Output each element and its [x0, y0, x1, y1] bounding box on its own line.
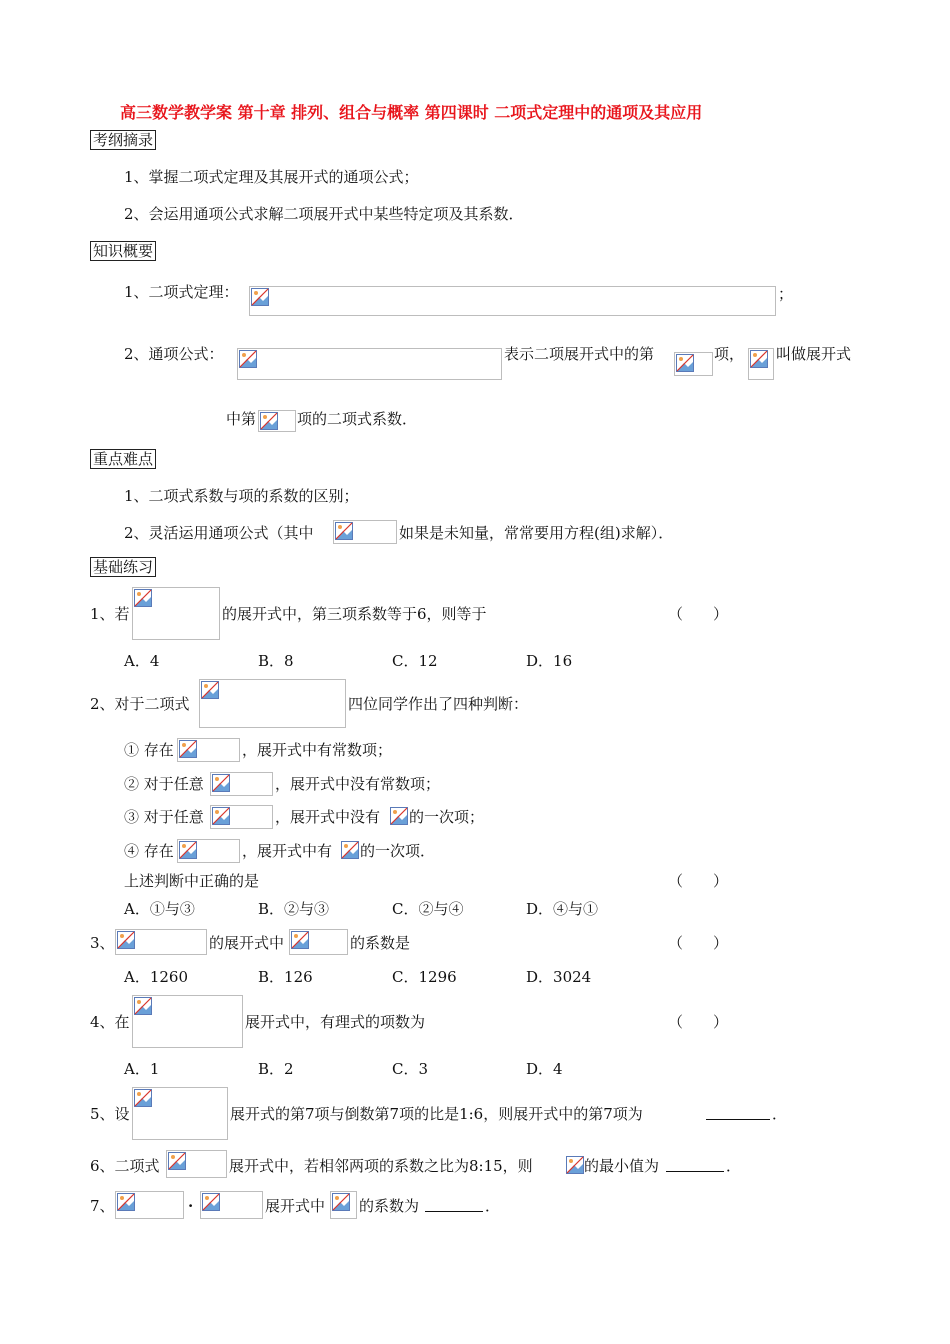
broken-image-icon: [341, 841, 359, 859]
q4-option-d: D．4: [526, 1060, 563, 1078]
broken-image-icon: [335, 522, 353, 540]
formula-image: [237, 348, 502, 380]
formula-image: [390, 807, 408, 825]
formula-image: [748, 348, 774, 380]
broken-image-icon: [134, 589, 152, 607]
q1-answer-paren: （ ）: [668, 605, 729, 623]
q6-text: 展开式中，若相邻两项的系数之比为8:15，则: [229, 1157, 533, 1175]
broken-image-icon: [212, 807, 230, 825]
formula-image: [210, 805, 273, 829]
q7-text: 的系数为: [359, 1197, 420, 1215]
broken-image-icon: [566, 1156, 584, 1174]
formula-image: [210, 772, 273, 796]
q7-label: 7、: [90, 1197, 115, 1215]
q2-judgment-3c: 的一次项；: [409, 808, 485, 826]
syllabus-item-2: 2、会运用通项公式求解二项展开式中某些特定项及其系数．: [124, 205, 524, 223]
q1-option-b: B．8: [258, 652, 294, 670]
section-knowledge: 知识概要: [90, 241, 156, 261]
q3-option-d: D．3024: [526, 968, 592, 986]
knowledge-2-label: 2、通项公式：: [124, 345, 224, 363]
q6-suffix: 的最小值为: [584, 1157, 660, 1175]
q3-text: 的系数是: [350, 934, 411, 952]
formula-image: [132, 587, 220, 640]
knowledge-2-mid2: 项，: [714, 345, 745, 363]
q5-text: 展开式的第7项与倒数第7项的比是1:6，则展开式中的第7项为: [230, 1105, 643, 1123]
knowledge-2-end: 叫做展开式: [776, 345, 852, 363]
q3-option-b: B．126: [258, 968, 313, 986]
q5-answer-blank: [706, 1105, 770, 1120]
section-practice: 基础练习: [90, 557, 156, 577]
formula-image: [330, 1191, 357, 1219]
formula-image: [249, 286, 776, 316]
broken-image-icon: [202, 1193, 220, 1211]
q7-dot: ·: [188, 1197, 194, 1215]
formula-image: [132, 1087, 228, 1140]
knowledge-3-label: 中第: [226, 410, 257, 428]
q2-option-a: A．①与③: [124, 900, 195, 918]
broken-image-icon: [117, 1193, 135, 1211]
q7-end: ．: [485, 1197, 501, 1215]
formula-image: [166, 1150, 227, 1178]
q4-answer-paren: （ ）: [668, 1013, 729, 1031]
formula-image: [177, 738, 240, 762]
formula-image: [289, 929, 348, 955]
broken-image-icon: [750, 350, 768, 368]
keypoint-2-end: 如果是未知量，常常要用方程(组)求解）．: [399, 524, 674, 542]
formula-image: [199, 679, 346, 728]
q3-answer-paren: （ ）: [668, 934, 729, 952]
formula-image: [674, 352, 713, 376]
broken-image-icon: [117, 931, 135, 949]
formula-image: [132, 995, 243, 1048]
broken-image-icon: [239, 350, 257, 368]
q2-question: 上述判断中正确的是: [124, 872, 260, 890]
broken-image-icon: [168, 1152, 186, 1170]
q6-label: 6、二项式: [90, 1157, 160, 1175]
broken-image-icon: [179, 740, 197, 758]
q2-judgment-2b: ，展开式中没有常数项；: [275, 775, 441, 793]
formula-image: [258, 410, 296, 432]
q1-option-a: A．4: [124, 652, 160, 670]
knowledge-3-end: 项的二项式系数．: [297, 410, 418, 428]
q6-answer-blank: [666, 1157, 724, 1172]
q4-label: 4、在: [90, 1013, 130, 1031]
q5-label: 5、设: [90, 1105, 130, 1123]
keypoint-2-label: 2、灵活运用通项公式（其中: [124, 524, 314, 542]
broken-image-icon: [332, 1193, 350, 1211]
q2-judgment-4a: ④ 存在: [124, 842, 174, 860]
broken-image-icon: [134, 1089, 152, 1107]
section-keypoints: 重点难点: [90, 449, 156, 469]
q1-option-d: D．16: [526, 652, 573, 670]
broken-image-icon: [134, 997, 152, 1015]
page-title: 高三数学教学案 第十章 排列、组合与概率 第四课时 二项式定理中的通项及其应用: [120, 103, 703, 122]
q2-judgment-2a: ② 对于任意: [124, 775, 204, 793]
q3-mid: 的展开式中: [209, 934, 285, 952]
q4-option-a: A．1: [124, 1060, 160, 1078]
q2-judgment-4c: 的一次项．: [360, 842, 436, 860]
knowledge-2-mid: 表示二项展开式中的第: [504, 345, 655, 363]
q7-mid: 展开式中: [265, 1197, 326, 1215]
formula-image: [341, 841, 359, 859]
q4-option-b: B．2: [258, 1060, 294, 1078]
q3-option-a: A．1260: [124, 968, 189, 986]
syllabus-item-1: 1、掌握二项式定理及其展开式的通项公式；: [124, 168, 419, 186]
broken-image-icon: [201, 681, 219, 699]
formula-image: [200, 1191, 263, 1219]
knowledge-1-end: ；: [778, 285, 794, 303]
broken-image-icon: [251, 288, 269, 306]
q2-option-c: C．②与④: [392, 900, 464, 918]
q2-judgment-1a: ① 存在: [124, 741, 174, 759]
broken-image-icon: [676, 354, 694, 372]
q2-judgment-3b: ，展开式中没有: [275, 808, 381, 826]
section-syllabus: 考纲摘录: [90, 130, 156, 150]
broken-image-icon: [390, 807, 408, 825]
q2-answer-paren: （ ）: [668, 872, 729, 890]
q5-end: ．: [772, 1105, 788, 1123]
broken-image-icon: [212, 774, 230, 792]
q3-option-c: C．1296: [392, 968, 457, 986]
formula-image: [115, 1191, 184, 1219]
q2-label: 2、对于二项式: [90, 695, 190, 713]
q2-text: 四位同学作出了四种判断：: [348, 695, 529, 713]
formula-image: [115, 929, 207, 955]
q1-label: 1、若: [90, 605, 130, 623]
q6-end: ．: [726, 1157, 742, 1175]
q1-text: 的展开式中，第三项系数等于6，则等于: [222, 605, 487, 623]
knowledge-1-label: 1、二项式定理：: [124, 283, 239, 301]
formula-image: [333, 520, 397, 544]
q2-judgment-1b: ，展开式中有常数项；: [242, 741, 393, 759]
q2-option-b: B．②与③: [258, 900, 330, 918]
q2-option-d: D．④与①: [526, 900, 599, 918]
broken-image-icon: [260, 412, 278, 430]
broken-image-icon: [179, 841, 197, 859]
q4-option-c: C．3: [392, 1060, 429, 1078]
keypoint-1: 1、二项式系数与项的系数的区别；: [124, 487, 359, 505]
formula-image: [177, 839, 240, 863]
formula-image: [566, 1156, 584, 1174]
q7-answer-blank: [425, 1197, 483, 1212]
q2-judgment-3a: ③ 对于任意: [124, 808, 204, 826]
q3-label: 3、: [90, 934, 115, 952]
q1-option-c: C．12: [392, 652, 438, 670]
q4-text: 展开式中，有理式的项数为: [245, 1013, 426, 1031]
broken-image-icon: [291, 931, 309, 949]
q2-judgment-4b: ，展开式中有: [242, 842, 333, 860]
